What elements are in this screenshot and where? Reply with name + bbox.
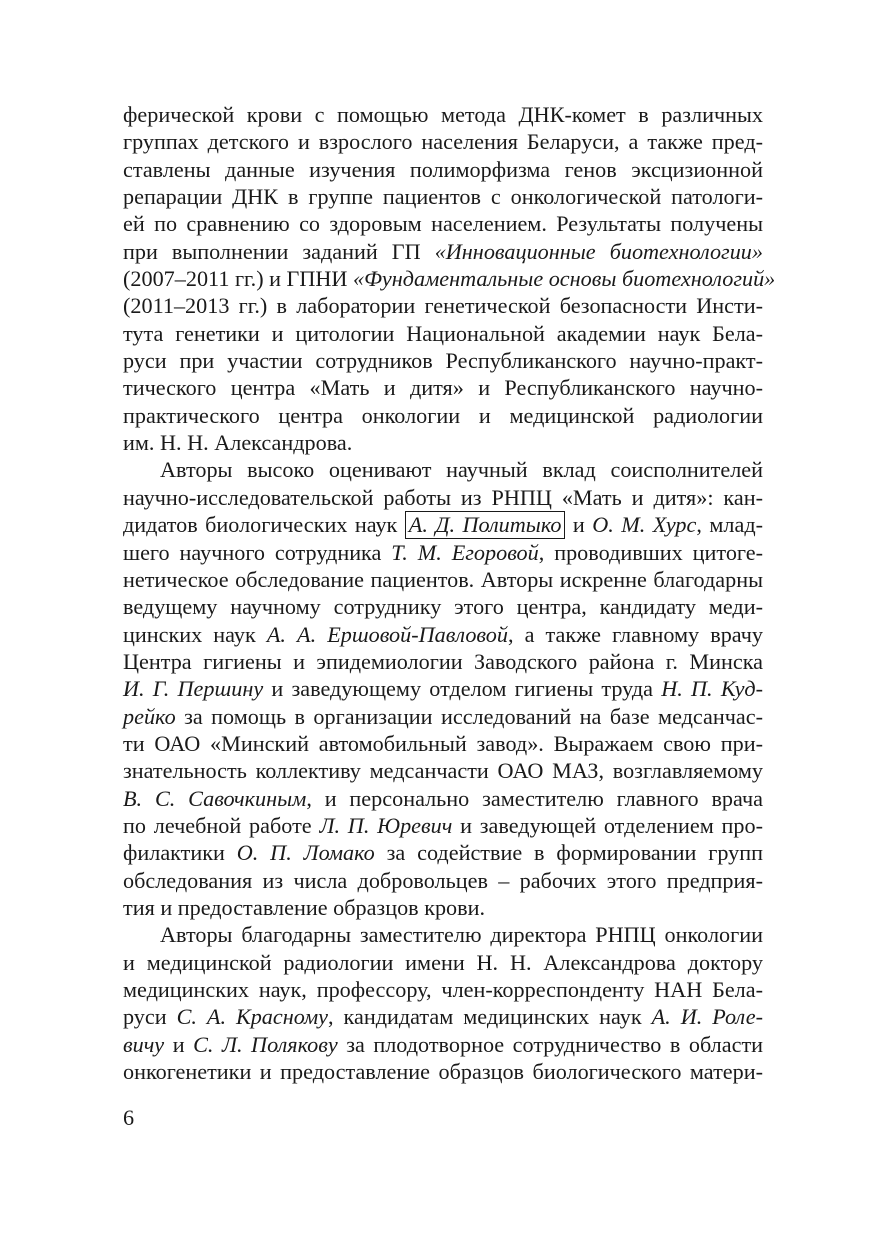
person-name: С. А. Красному (176, 1004, 329, 1030)
text-line: ведущему научному сотруднику этого центра, кандидату меди- (123, 594, 763, 620)
text-line: (2011–2013 гг.) в лаборатории генетической безопасности Инсти- (123, 293, 763, 319)
text-span: руси (123, 1004, 177, 1030)
text-span: филактики (123, 840, 237, 866)
text-span: , и персонально заместителю главного врача (306, 785, 763, 811)
person-name: И. Г. Першину (123, 676, 264, 702)
text-span: и (164, 1031, 194, 1057)
text-line: руси при участии сотрудников Республиканского научно-практ- (123, 348, 763, 374)
text-line: тута генетики и цитологии Национальной академии наук Бела- (123, 320, 763, 346)
text-span: и (565, 512, 593, 538)
text-line: обследования из числа добровольцев – рабочих этого предприя- (123, 867, 763, 893)
program-title: «Фундаментальные основы биотехнологий» (353, 266, 776, 292)
text-line (123, 1003, 763, 1030)
text-span: при выполнении заданий ГП (123, 238, 435, 264)
text-span: и заведующему отделом гигиены труда (263, 676, 662, 702)
text-line (123, 812, 763, 839)
page-body (123, 101, 776, 1085)
program-title: «Инновационные биотехнологии» (434, 238, 763, 264)
person-name: Т. М. Егоровой (391, 539, 539, 565)
person-name: В. С. Савочкиным (123, 785, 307, 811)
text-line: ти ОАО «Минский автомобильный завод». Выражаем свою при- (123, 730, 763, 756)
text-span: за помощь в организации исследований на базе медсанчас- (175, 703, 763, 729)
text-line: группах детского и взрослого населения Беларуси, а также пред- (123, 129, 763, 155)
person-name: О. М. Хурс (592, 512, 697, 538)
text-line: научно-исследовательской работы из РНПЦ «Мать и дитя»: кан- (123, 484, 763, 510)
text-span: за плодотворное сотрудничество в области (337, 1031, 764, 1057)
text-line: ставлены данные изучения полиморфизма генов эксцизионной (123, 156, 763, 182)
text-line: им. Н. Н. Александрова. (123, 430, 353, 456)
text-line: тия и предоставление образцов крови. (123, 894, 486, 920)
paragraph-3 (123, 921, 763, 1085)
text-line (123, 265, 776, 292)
person-name: Л. П. Юревич (319, 812, 453, 838)
text-span: , а также главному врачу (507, 621, 763, 647)
text-span: , кандидатам медицинских наук (328, 1004, 652, 1030)
person-name: А. А. Ершовой-Павловой (266, 621, 508, 647)
person-name: вичу (123, 1031, 165, 1057)
text-line: медицинских наук, профессору, член-корреспонденту НАН Бела- (123, 977, 763, 1002)
text-line: ферической крови с помощью метода ДНК-комет в различных (123, 102, 763, 127)
text-line: тического центра «Мать и дитя» и Республиканского научно- (123, 375, 763, 401)
text-line (123, 675, 763, 702)
text-line: ей по сравнению со здоровым населением. Результаты получены (123, 211, 763, 237)
text-span: , проводивших цитоге- (538, 539, 763, 565)
text-line (123, 238, 763, 265)
text-line: и медицинской радиологии имени Н. Н. Александрова доктору (123, 949, 763, 975)
text-span: за содействие в формировании групп (374, 840, 763, 866)
text-span: и заведующей отделением про- (452, 812, 764, 838)
text-line: репарации ДНК в группе пациентов с онкологической патологи- (123, 184, 763, 210)
text-line (123, 539, 763, 566)
text-line (123, 785, 763, 812)
text-line: Авторы благодарны заместителю директора РНПЦ онкологии (160, 922, 763, 948)
page-number: 6 (123, 1105, 135, 1130)
text-line: Авторы высоко оценивают научный вклад соисполнителей (160, 457, 763, 483)
text-span: шего научного сотрудника (123, 539, 392, 565)
text-line: практического центра онкологии и медицинской радиологии (123, 402, 763, 428)
person-name: Н. П. Куд- (661, 676, 763, 702)
text-line (123, 511, 763, 538)
person-name: рейко (123, 703, 176, 729)
text-line: знательность коллективу медсанчасти ОАО МАЗ, возглавляемому (123, 758, 763, 784)
text-line (123, 839, 763, 866)
text-line (123, 703, 763, 730)
boxed-person-name: А. Д. Политыко (405, 511, 566, 539)
text-line: Центра гигиены и эпидемиологии Заводского района г. Минска (123, 648, 763, 674)
text-span: цинских наук (123, 621, 267, 647)
paragraph-2 (123, 456, 763, 921)
text-span: по лечебной работе (123, 812, 320, 838)
paragraph-1 (123, 101, 776, 456)
text-line: онкогенетики и предоставление образцов биологического матери- (123, 1059, 763, 1085)
text-span: (2007–2011 гг.) и ГПНИ (123, 266, 353, 292)
person-name: О. П. Ломако (236, 840, 375, 866)
text-span: дидатов биологических наук (123, 512, 405, 538)
text-line (123, 621, 763, 648)
text-line (123, 1031, 763, 1058)
text-span: , млад- (696, 512, 763, 538)
person-name: С. Л. Полякову (193, 1031, 338, 1057)
person-name: А. И. Роле- (651, 1004, 763, 1030)
text-line: нетическое обследование пациентов. Авторы искренне благодарны (123, 566, 763, 592)
